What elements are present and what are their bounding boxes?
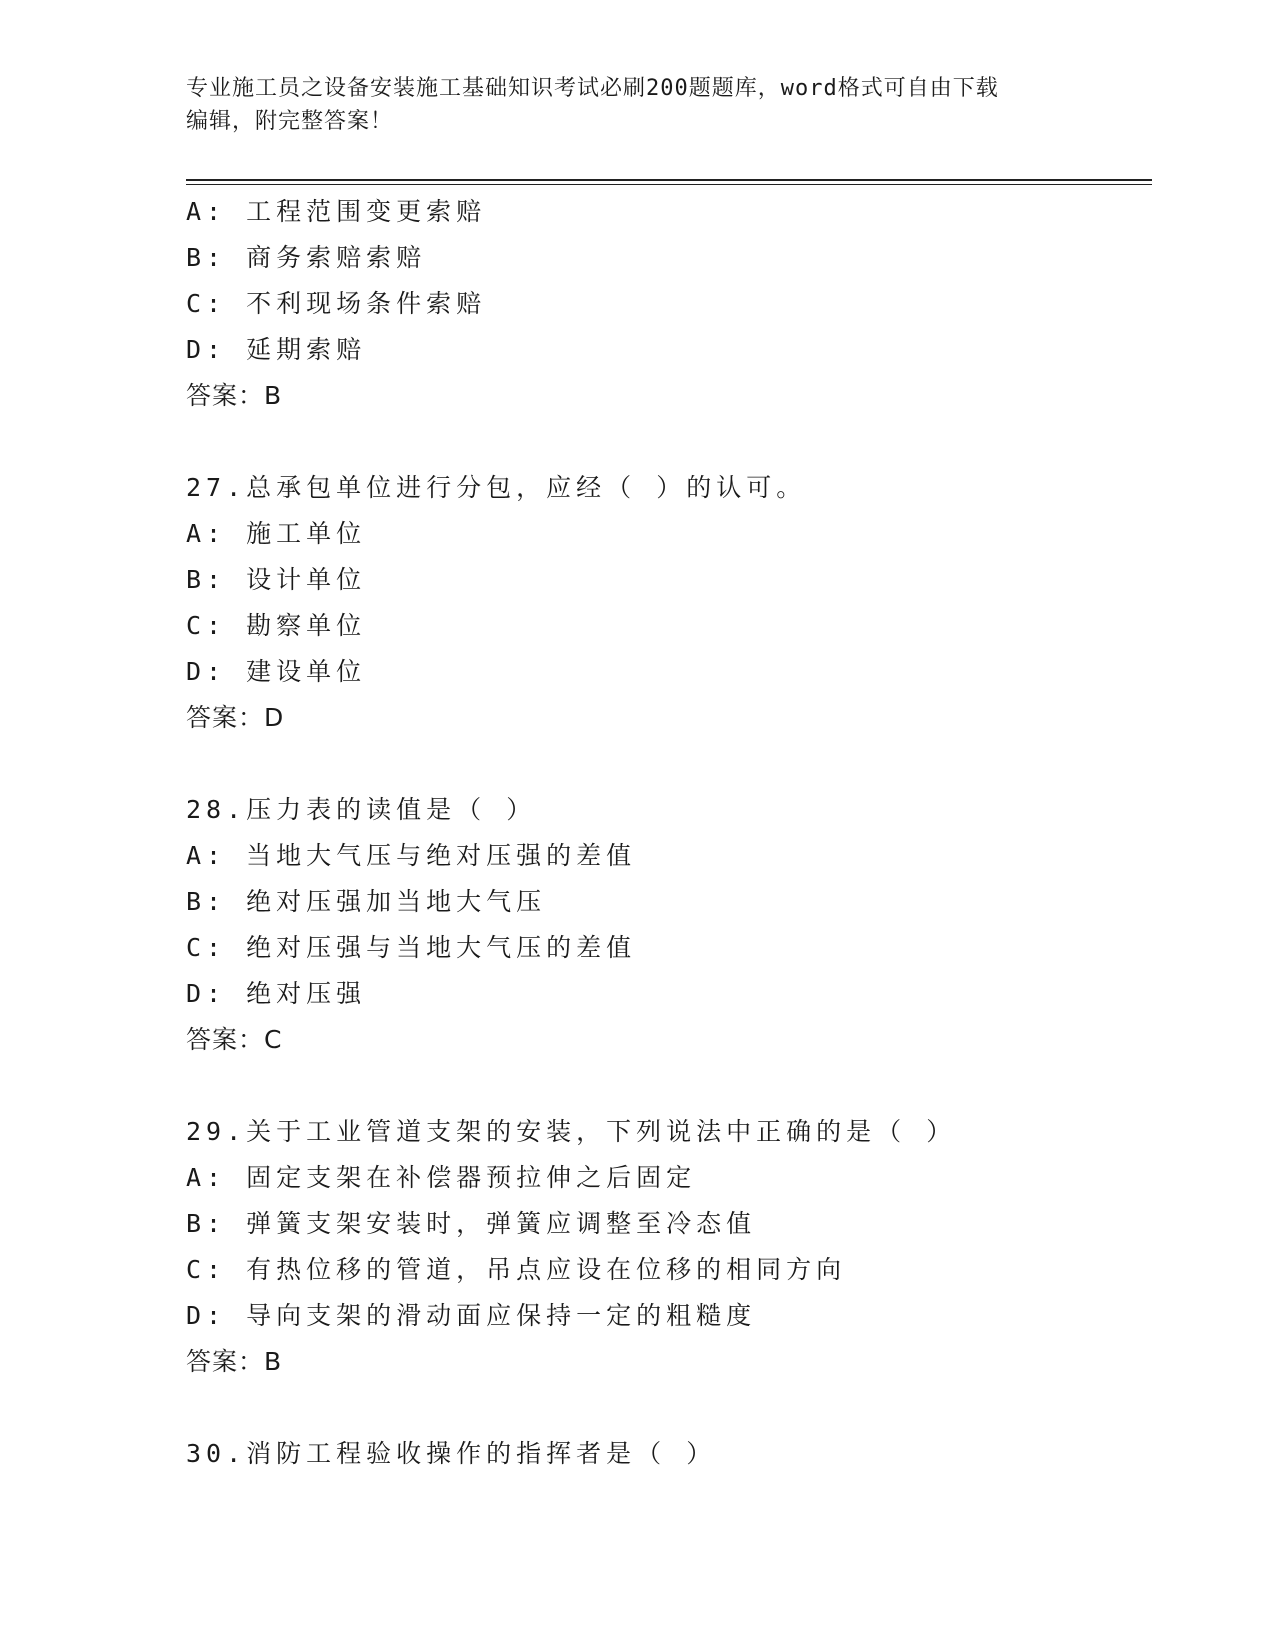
option-c: C: 不利现场条件索赔 (186, 289, 487, 318)
question-block (186, 1431, 1152, 1477)
option-b: B: 弹簧支架安装时，弹簧应调整至冷态值 (186, 1209, 757, 1238)
question-text: 30.消防工程验收操作的指挥者是（ ） (186, 1439, 717, 1468)
answer-line: 答案：B (186, 381, 283, 410)
question-text: 29.关于工业管道支架的安装，下列说法中正确的是（ ） (186, 1117, 957, 1146)
header-divider-thick (186, 179, 1152, 181)
question-block (186, 787, 1152, 1063)
option-d: D: 延期索赔 (186, 335, 367, 364)
answer-line: 答案：D (186, 703, 285, 732)
question-block (186, 465, 1152, 741)
answer-line: 答案：C (186, 1025, 283, 1054)
block-spacer (186, 741, 1152, 787)
block-spacer (186, 1385, 1152, 1431)
option-b: B: 设计单位 (186, 565, 367, 594)
option-a: A: 当地大气压与绝对压强的差值 (186, 841, 637, 870)
block-spacer (186, 419, 1152, 465)
option-b: B: 绝对压强加当地大气压 (186, 887, 547, 916)
option-d: D: 建设单位 (186, 657, 367, 686)
question-text: 28.压力表的读值是（ ） (186, 795, 537, 824)
option-c: C: 绝对压强与当地大气压的差值 (186, 933, 637, 962)
header-line-1: 专业施工员之设备安装施工基础知识考试必刷200题题库，word格式可自由下载 (186, 76, 999, 101)
option-d: D: 绝对压强 (186, 979, 367, 1008)
option-a: A: 工程范围变更索赔 (186, 197, 487, 226)
question-list (186, 189, 1152, 1477)
option-c: C: 勘察单位 (186, 611, 367, 640)
option-a: A: 固定支架在补偿器预拉伸之后固定 (186, 1163, 697, 1192)
question-text: 27.总承包单位进行分包，应经（ ）的认可。 (186, 473, 807, 502)
option-b: B: 商务索赔索赔 (186, 243, 427, 272)
document-header (186, 72, 1066, 138)
block-spacer (186, 1063, 1152, 1109)
answer-line: 答案：B (186, 1347, 283, 1376)
header-divider-thin (186, 184, 1152, 185)
question-block (186, 1109, 1152, 1385)
header-line-2: 编辑，附完整答案！ (186, 109, 394, 134)
option-a: A: 施工单位 (186, 519, 367, 548)
question-block (186, 189, 1152, 419)
option-c: C: 有热位移的管道，吊点应设在位移的相同方向 (186, 1255, 847, 1284)
option-d: D: 导向支架的滑动面应保持一定的粗糙度 (186, 1301, 757, 1330)
